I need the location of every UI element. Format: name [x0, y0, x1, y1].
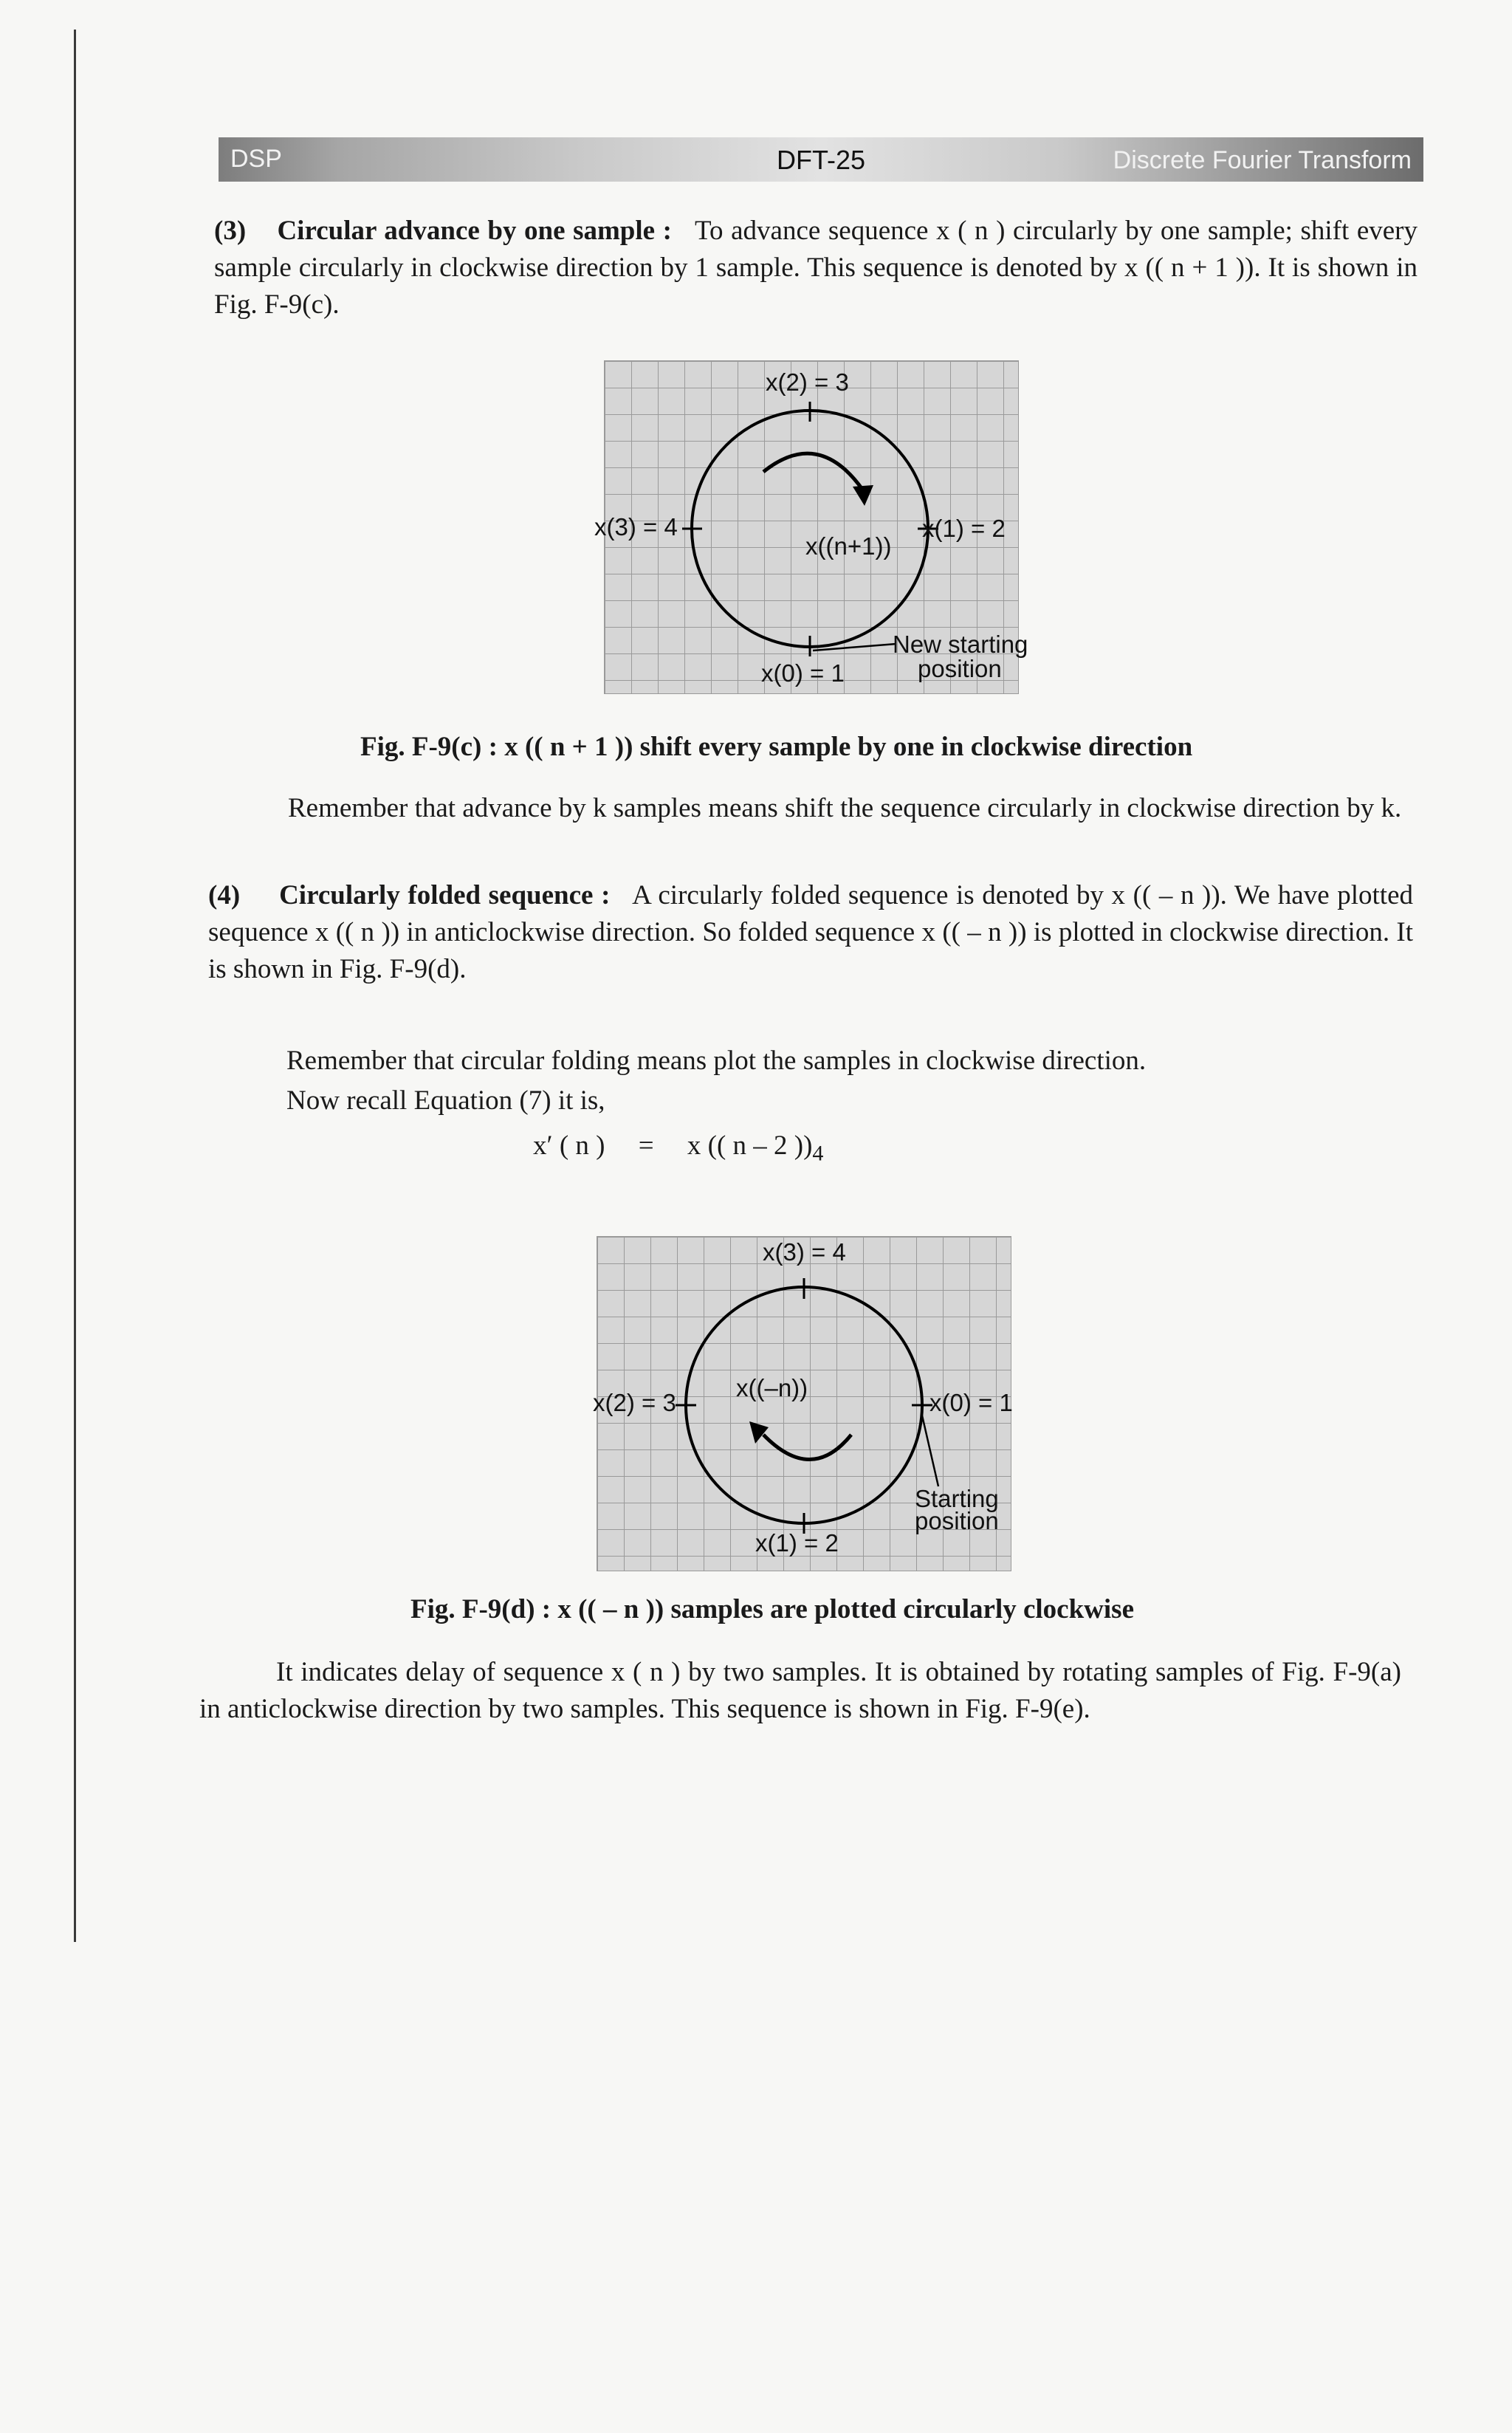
- fig-c-label-left: x(3) = 4: [594, 513, 678, 541]
- equation-rhs: x (( n – 2 )): [687, 1130, 813, 1161]
- fig-c-label-right: x(1) = 2: [922, 515, 1006, 542]
- chapter-title: Discrete Fourier Transform: [1113, 146, 1412, 174]
- figure-f9d: [593, 1236, 1013, 1571]
- fig-c-annotation-1: New starting: [893, 631, 1028, 658]
- page-header: [219, 137, 1423, 182]
- recall-equation: Now recall Equation (7) it is,: [286, 1085, 605, 1116]
- fig-d-label-right: x(0) = 1: [929, 1389, 1013, 1416]
- fig-d-label-center: x((–n)): [736, 1374, 808, 1401]
- section-4-text: A circularly folded sequence is denoted by x (( – n )). We have plotted sequence x (( n )) in anticlockwise direction. So folded sequence x (( – n )) is plotted in clockwise direction. It is shown in Fig. F-9(d).: [208, 880, 1413, 984]
- section-4-paragraph: [208, 877, 1413, 988]
- fig-d-label-bottom: x(1) = 2: [755, 1529, 839, 1557]
- section-3-text: To advance sequence x ( n ) circularly by one sample; shift every sample circularly in clockwise direction by 1 sample. This sequence is denoted by x (( n + 1 )). It is shown in Fig. F-9(c).: [214, 216, 1418, 320]
- fig-c-label-top: x(2) = 3: [766, 368, 849, 396]
- figure-f9d-caption: Fig. F-9(d) : x (( – n )) samples are plotted circularly clockwise: [410, 1594, 1134, 1624]
- section-3-number: (3): [214, 216, 247, 246]
- section-3-paragraph: [214, 213, 1418, 323]
- remember-advance: Remember that advance by k samples means shift the sequence circularly in clockwise direction by k.: [288, 793, 1402, 823]
- equation-lhs: x′ ( n ): [533, 1130, 605, 1161]
- fig-d-label-top: x(3) = 4: [763, 1238, 846, 1266]
- fig-d-label-left: x(2) = 3: [593, 1389, 676, 1416]
- fig-d-annotation-1: Starting: [915, 1485, 999, 1512]
- remember-folding: Remember that circular folding means plot the samples in clockwise direction.: [286, 1046, 1147, 1076]
- equation-subscript: 4: [812, 1141, 824, 1166]
- section-4-number: (4): [208, 880, 241, 910]
- figure-f9c-caption: Fig. F-9(c) : x (( n + 1 )) shift every sample by one in clockwise direction: [360, 732, 1193, 762]
- page-number: DFT-25: [776, 145, 866, 175]
- figure-f9c: [594, 360, 1028, 694]
- section-3-title: Circular advance by one sample :: [277, 216, 672, 246]
- closing-paragraph: It indicates delay of sequence x ( n ) by two samples. It is obtained by rotating samples of Fig. F-9(a) in anticlockwise direction by two samples. This sequence is shown in Fig. F-9(e).: [199, 1657, 1401, 1724]
- fig-c-label-center: x((n+1)): [805, 532, 892, 560]
- fig-c-label-bottom: x(0) = 1: [761, 659, 845, 687]
- fig-c-annotation-2: position: [918, 655, 1002, 682]
- equation-equals: =: [638, 1130, 654, 1161]
- equation: [533, 1130, 823, 1166]
- header-left: DSP: [230, 145, 282, 173]
- margin-rule: [74, 30, 76, 1942]
- fig-d-annotation-2: position: [915, 1507, 999, 1534]
- section-4-title: Circularly folded sequence :: [279, 880, 611, 910]
